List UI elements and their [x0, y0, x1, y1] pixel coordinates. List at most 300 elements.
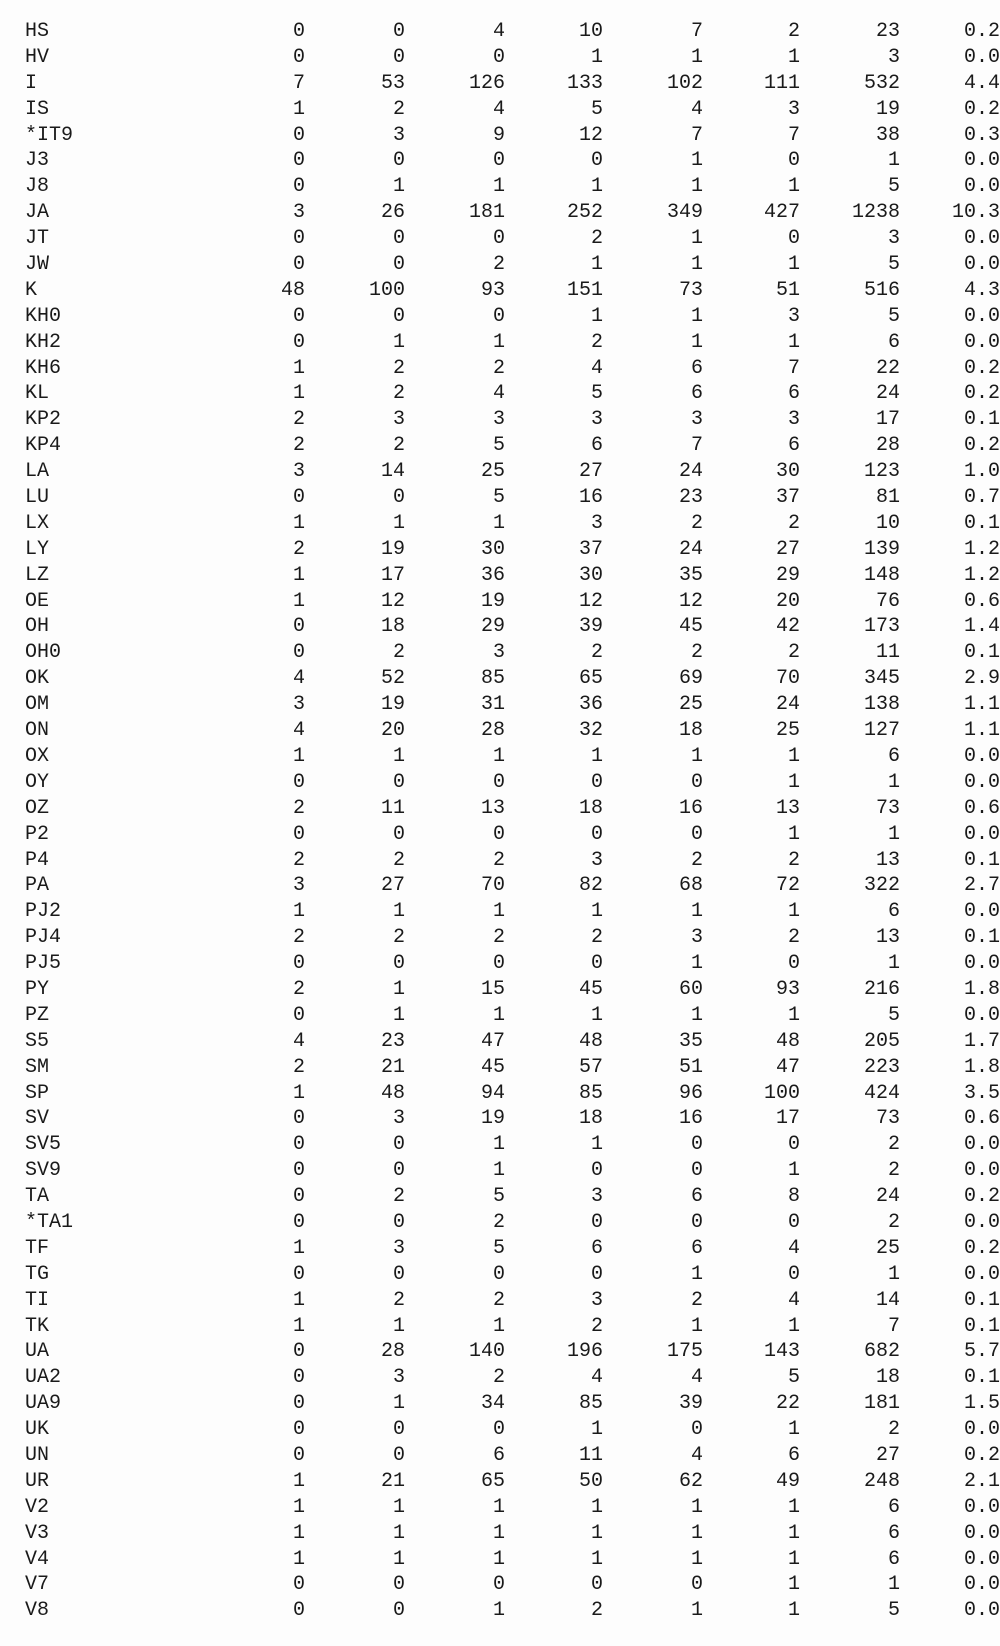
value-cell: 1	[492, 1159, 505, 1183]
value-cell: 0.2	[963, 434, 1000, 458]
value-cell: 1	[787, 1573, 800, 1597]
value-cell: 424	[863, 1081, 900, 1105]
prefix-cell: TK	[25, 1314, 50, 1338]
value-cell: 196	[566, 1340, 603, 1364]
value-cell: 0	[392, 1133, 405, 1157]
value-cell: 2	[392, 97, 405, 121]
value-cell: 0	[492, 952, 505, 976]
table-row	[25, 925, 1000, 951]
value-cell: 5	[887, 1599, 900, 1623]
value-cell: 2	[690, 848, 703, 872]
table-row	[25, 1210, 1000, 1236]
value-cell: 0.1	[963, 848, 1000, 872]
value-cell: 0	[292, 1159, 305, 1183]
value-cell: 1	[787, 1547, 800, 1571]
value-cell: 0	[292, 227, 305, 251]
value-cell: 2	[292, 408, 305, 432]
value-cell: 0.0	[963, 1521, 1000, 1545]
value-cell: 4	[492, 97, 505, 121]
value-cell: 5	[787, 1366, 800, 1390]
value-cell: 2	[492, 926, 505, 950]
value-cell: 0.1	[963, 1366, 1000, 1390]
value-cell: 7	[787, 123, 800, 147]
table-row	[25, 848, 1000, 874]
value-cell: 0	[392, 253, 405, 277]
value-cell: 1.1	[963, 693, 1000, 717]
value-cell: 1	[492, 511, 505, 535]
value-cell: 0	[590, 770, 603, 794]
value-cell: 2.1	[963, 1469, 1000, 1493]
value-cell: 4	[492, 382, 505, 406]
value-cell: 2	[492, 1366, 505, 1390]
value-cell: 0.6	[963, 589, 1000, 613]
value-cell: 36	[578, 693, 603, 717]
value-cell: 2	[590, 330, 603, 354]
value-cell: 3.5	[963, 1081, 1000, 1105]
table-row	[25, 304, 1000, 330]
value-cell: 1	[590, 1521, 603, 1545]
prefix-cell: UR	[25, 1469, 50, 1493]
value-cell: 2	[292, 537, 305, 561]
value-cell: 1	[787, 1159, 800, 1183]
value-cell: 0.2	[963, 1236, 1000, 1260]
value-cell: 19	[380, 537, 405, 561]
value-cell: 133	[566, 71, 603, 95]
prefix-cell: PJ4	[25, 926, 62, 950]
value-cell: 0	[392, 1573, 405, 1597]
value-cell: 0	[492, 149, 505, 173]
value-cell: 53	[380, 71, 405, 95]
value-cell: 24	[875, 382, 900, 406]
table-row	[25, 459, 1000, 485]
value-cell: 0	[392, 45, 405, 69]
table-row	[25, 356, 1000, 382]
value-cell: 1	[292, 1236, 305, 1260]
value-cell: 2	[690, 511, 703, 535]
value-cell: 0	[392, 822, 405, 846]
value-cell: 28	[875, 434, 900, 458]
value-cell: 4	[787, 1236, 800, 1260]
table-row	[25, 71, 1000, 97]
value-cell: 0	[392, 486, 405, 510]
value-cell: 1	[690, 744, 703, 768]
value-cell: 0	[590, 1262, 603, 1286]
value-cell: 30	[775, 460, 800, 484]
value-cell: 0.1	[963, 511, 1000, 535]
value-cell: 6	[787, 1443, 800, 1467]
value-cell: 1	[292, 589, 305, 613]
value-cell: 173	[863, 615, 900, 639]
table-row	[25, 381, 1000, 407]
value-cell: 6	[690, 1185, 703, 1209]
value-cell: 2	[292, 977, 305, 1001]
value-cell: 3	[690, 408, 703, 432]
value-cell: 1.4	[963, 615, 1000, 639]
value-cell: 27	[775, 537, 800, 561]
value-cell: 6	[787, 434, 800, 458]
value-cell: 8	[787, 1185, 800, 1209]
table-row	[25, 796, 1000, 822]
value-cell: 37	[578, 537, 603, 561]
value-cell: 1	[492, 1133, 505, 1157]
value-cell: 32	[578, 719, 603, 743]
value-cell: 5	[590, 97, 603, 121]
value-cell: 1	[787, 330, 800, 354]
value-cell: 2	[392, 1185, 405, 1209]
value-cell: 0	[492, 770, 505, 794]
value-cell: 12	[380, 589, 405, 613]
value-cell: 2	[292, 796, 305, 820]
value-cell: 3	[292, 874, 305, 898]
value-cell: 3	[590, 1185, 603, 1209]
value-cell: 0	[492, 45, 505, 69]
value-cell: 2	[690, 641, 703, 665]
value-cell: 2	[292, 848, 305, 872]
value-cell: 1	[590, 45, 603, 69]
value-cell: 6	[590, 1236, 603, 1260]
value-cell: 1	[492, 1495, 505, 1519]
value-cell: 0	[392, 304, 405, 328]
value-cell: 2	[590, 1599, 603, 1623]
value-cell: 24	[678, 537, 703, 561]
value-cell: 1	[392, 175, 405, 199]
value-cell: 49	[775, 1469, 800, 1493]
table-row	[25, 718, 1000, 744]
value-cell: 31	[480, 693, 505, 717]
value-cell: 1	[787, 744, 800, 768]
prefix-cell: OK	[25, 667, 50, 691]
prefix-cell: UN	[25, 1443, 50, 1467]
value-cell: 1	[292, 1521, 305, 1545]
value-cell: 23	[678, 486, 703, 510]
value-cell: 1.8	[963, 1055, 1000, 1079]
prefix-cell: IS	[25, 97, 50, 121]
value-cell: 0	[292, 123, 305, 147]
value-cell: 1	[787, 1495, 800, 1519]
value-cell: 48	[775, 1029, 800, 1053]
value-cell: 1	[787, 1003, 800, 1027]
value-cell: 0	[292, 149, 305, 173]
value-cell: 0	[590, 1159, 603, 1183]
value-cell: 1.2	[963, 537, 1000, 561]
value-cell: 7	[690, 123, 703, 147]
value-cell: 2	[292, 1055, 305, 1079]
value-cell: 2	[887, 1159, 900, 1183]
value-cell: 0.1	[963, 1314, 1000, 1338]
value-cell: 181	[468, 201, 505, 225]
value-cell: 65	[480, 1469, 505, 1493]
value-cell: 3	[887, 227, 900, 251]
prefix-cell: P2	[25, 822, 50, 846]
value-cell: 2	[292, 926, 305, 950]
value-cell: 39	[578, 615, 603, 639]
value-cell: 48	[578, 1029, 603, 1053]
table-row	[25, 1495, 1000, 1521]
value-cell: 1	[690, 304, 703, 328]
value-cell: 6	[887, 1495, 900, 1519]
prefix-cell: J3	[25, 149, 50, 173]
prefix-cell: I	[25, 71, 38, 95]
value-cell: 532	[863, 71, 900, 95]
value-cell: 0	[292, 1210, 305, 1234]
value-cell: 1	[787, 253, 800, 277]
value-cell: 0.1	[963, 1288, 1000, 1312]
value-cell: 10.3	[951, 201, 1000, 225]
value-cell: 0	[392, 149, 405, 173]
value-cell: 0.0	[963, 1573, 1000, 1597]
prefix-cell: SM	[25, 1055, 50, 1079]
value-cell: 0	[690, 1159, 703, 1183]
value-cell: 17	[875, 408, 900, 432]
prefix-cell: OE	[25, 589, 50, 613]
table-row	[25, 1521, 1000, 1547]
value-cell: 0	[590, 952, 603, 976]
value-cell: 0.0	[963, 952, 1000, 976]
table-row	[25, 666, 1000, 692]
value-cell: 28	[380, 1340, 405, 1364]
value-cell: 11	[380, 796, 405, 820]
value-cell: 68	[678, 874, 703, 898]
value-cell: 0.0	[963, 900, 1000, 924]
value-cell: 1	[292, 1547, 305, 1571]
value-cell: 21	[380, 1055, 405, 1079]
table-row	[25, 45, 1000, 71]
value-cell: 0.0	[963, 1418, 1000, 1442]
value-cell: 0	[590, 149, 603, 173]
prefix-cell: LY	[25, 537, 50, 561]
table-row	[25, 485, 1000, 511]
value-cell: 6	[887, 744, 900, 768]
value-cell: 38	[875, 123, 900, 147]
value-cell: 24	[775, 693, 800, 717]
value-cell: 16	[678, 796, 703, 820]
value-cell: 73	[678, 278, 703, 302]
value-cell: 2	[392, 1288, 405, 1312]
value-cell: 1	[690, 1314, 703, 1338]
value-cell: 175	[666, 1340, 703, 1364]
value-cell: 1	[392, 1003, 405, 1027]
value-cell: 27	[380, 874, 405, 898]
value-cell: 1	[292, 511, 305, 535]
value-cell: 1238	[851, 201, 900, 225]
table-row	[25, 744, 1000, 770]
table-row	[25, 1314, 1000, 1340]
value-cell: 151	[566, 278, 603, 302]
value-cell: 1	[787, 1314, 800, 1338]
value-cell: 22	[875, 356, 900, 380]
value-cell: 205	[863, 1029, 900, 1053]
prefix-cell: KH6	[25, 356, 62, 380]
value-cell: 0	[292, 1262, 305, 1286]
value-cell: 0	[590, 1573, 603, 1597]
value-cell: 2.9	[963, 667, 1000, 691]
value-cell: 7	[887, 1314, 900, 1338]
prefix-cell: *IT9	[25, 123, 74, 147]
value-cell: 0.2	[963, 1185, 1000, 1209]
value-cell: 1	[492, 744, 505, 768]
value-cell: 18	[380, 615, 405, 639]
table-row	[25, 1443, 1000, 1469]
value-cell: 30	[480, 537, 505, 561]
table-row	[25, 19, 1000, 45]
prefix-cell: K	[25, 278, 38, 302]
value-cell: 0	[292, 1133, 305, 1157]
value-cell: 3	[292, 201, 305, 225]
value-cell: 0.0	[963, 330, 1000, 354]
value-cell: 0.0	[963, 1210, 1000, 1234]
prefix-cell: P4	[25, 848, 50, 872]
value-cell: 0	[492, 1573, 505, 1597]
value-cell: 0	[292, 1418, 305, 1442]
value-cell: 7	[690, 20, 703, 43]
table-row	[25, 433, 1000, 459]
value-cell: 0	[690, 1133, 703, 1157]
value-cell: 45	[678, 615, 703, 639]
prefix-cell: J8	[25, 175, 50, 199]
value-cell: 1	[392, 330, 405, 354]
value-cell: 0	[292, 20, 305, 43]
value-cell: 93	[775, 977, 800, 1001]
value-cell: 62	[678, 1469, 703, 1493]
value-cell: 516	[863, 278, 900, 302]
value-cell: 19	[480, 1107, 505, 1131]
value-cell: 0	[292, 1573, 305, 1597]
value-cell: 1	[690, 45, 703, 69]
table-row	[25, 278, 1000, 304]
prefix-cell: S5	[25, 1029, 50, 1053]
value-cell: 2	[392, 434, 405, 458]
prefix-cell: KP4	[25, 434, 62, 458]
value-cell: 0	[292, 330, 305, 354]
value-cell: 27	[578, 460, 603, 484]
value-cell: 3	[887, 45, 900, 69]
prefix-cell: LX	[25, 511, 50, 535]
value-cell: 1	[590, 253, 603, 277]
value-cell: 0	[690, 770, 703, 794]
value-cell: 1	[492, 1547, 505, 1571]
value-cell: 1	[690, 1599, 703, 1623]
value-cell: 0	[787, 1210, 800, 1234]
table-row	[25, 537, 1000, 563]
value-cell: 4.3	[963, 278, 1000, 302]
table-row	[25, 1236, 1000, 1262]
value-cell: 4	[590, 356, 603, 380]
value-cell: 3	[787, 408, 800, 432]
value-cell: 2	[787, 20, 800, 43]
value-cell: 0	[392, 20, 405, 43]
value-cell: 1	[492, 1521, 505, 1545]
value-cell: 25	[875, 1236, 900, 1260]
prefix-cell: TI	[25, 1288, 50, 1312]
value-cell: 6	[690, 356, 703, 380]
prefix-cell: TG	[25, 1262, 50, 1286]
value-cell: 1	[292, 382, 305, 406]
value-cell: 5	[492, 1236, 505, 1260]
table-row	[25, 148, 1000, 174]
value-cell: 0	[492, 822, 505, 846]
value-cell: 100	[368, 278, 405, 302]
value-cell: 0	[292, 1443, 305, 1467]
value-cell: 0.2	[963, 1443, 1000, 1467]
value-cell: 216	[863, 977, 900, 1001]
value-cell: 1	[292, 1314, 305, 1338]
table-row	[25, 1417, 1000, 1443]
value-cell: 5	[492, 1185, 505, 1209]
prefix-cell: JT	[25, 227, 50, 251]
value-cell: 138	[863, 693, 900, 717]
table-row	[25, 1003, 1000, 1029]
value-cell: 181	[863, 1392, 900, 1416]
value-cell: 1	[690, 952, 703, 976]
value-cell: 6	[787, 382, 800, 406]
value-cell: 3	[787, 97, 800, 121]
prefix-cell: PA	[25, 874, 50, 898]
value-cell: 12	[678, 589, 703, 613]
prefix-cell: OH	[25, 615, 50, 639]
value-cell: 23	[875, 20, 900, 43]
value-cell: 0	[492, 227, 505, 251]
value-cell: 20	[775, 589, 800, 613]
value-cell: 50	[578, 1469, 603, 1493]
value-cell: 82	[578, 874, 603, 898]
table-row	[25, 1106, 1000, 1132]
value-cell: 18	[578, 796, 603, 820]
value-cell: 0	[392, 1262, 405, 1286]
prefix-cell: KH2	[25, 330, 62, 354]
value-cell: 42	[775, 615, 800, 639]
value-cell: 3	[787, 304, 800, 328]
value-cell: 0.2	[963, 20, 1000, 43]
table-row	[25, 589, 1000, 615]
value-cell: 1.8	[963, 977, 1000, 1001]
value-cell: 1	[690, 900, 703, 924]
value-cell: 0	[292, 822, 305, 846]
prefix-cell: KL	[25, 382, 50, 406]
value-cell: 17	[380, 563, 405, 587]
value-cell: 0.0	[963, 1599, 1000, 1623]
value-cell: 0	[392, 1599, 405, 1623]
value-cell: 4	[292, 1029, 305, 1053]
value-cell: 69	[678, 667, 703, 691]
value-cell: 0.0	[963, 1133, 1000, 1157]
value-cell: 6	[887, 1521, 900, 1545]
prefix-cell: *TA1	[25, 1210, 74, 1234]
value-cell: 1	[292, 1495, 305, 1519]
value-cell: 14	[380, 460, 405, 484]
value-cell: 1	[492, 900, 505, 924]
value-cell: 47	[775, 1055, 800, 1079]
value-cell: 148	[863, 563, 900, 587]
prefix-cell: LZ	[25, 563, 50, 587]
value-cell: 5	[887, 175, 900, 199]
value-cell: 1	[590, 304, 603, 328]
value-cell: 2.7	[963, 874, 1000, 898]
prefix-cell: UK	[25, 1418, 50, 1442]
table-row	[25, 1055, 1000, 1081]
table-row	[25, 977, 1000, 1003]
value-cell: 0.0	[963, 253, 1000, 277]
value-cell: 1.7	[963, 1029, 1000, 1053]
prefix-cell: PZ	[25, 1003, 50, 1027]
value-cell: 0.0	[963, 770, 1000, 794]
value-cell: 0.2	[963, 382, 1000, 406]
value-cell: 19	[380, 693, 405, 717]
value-cell: 0	[292, 770, 305, 794]
value-cell: 21	[380, 1469, 405, 1493]
value-cell: 1	[292, 1288, 305, 1312]
value-cell: 1	[292, 744, 305, 768]
value-cell: 65	[578, 667, 603, 691]
